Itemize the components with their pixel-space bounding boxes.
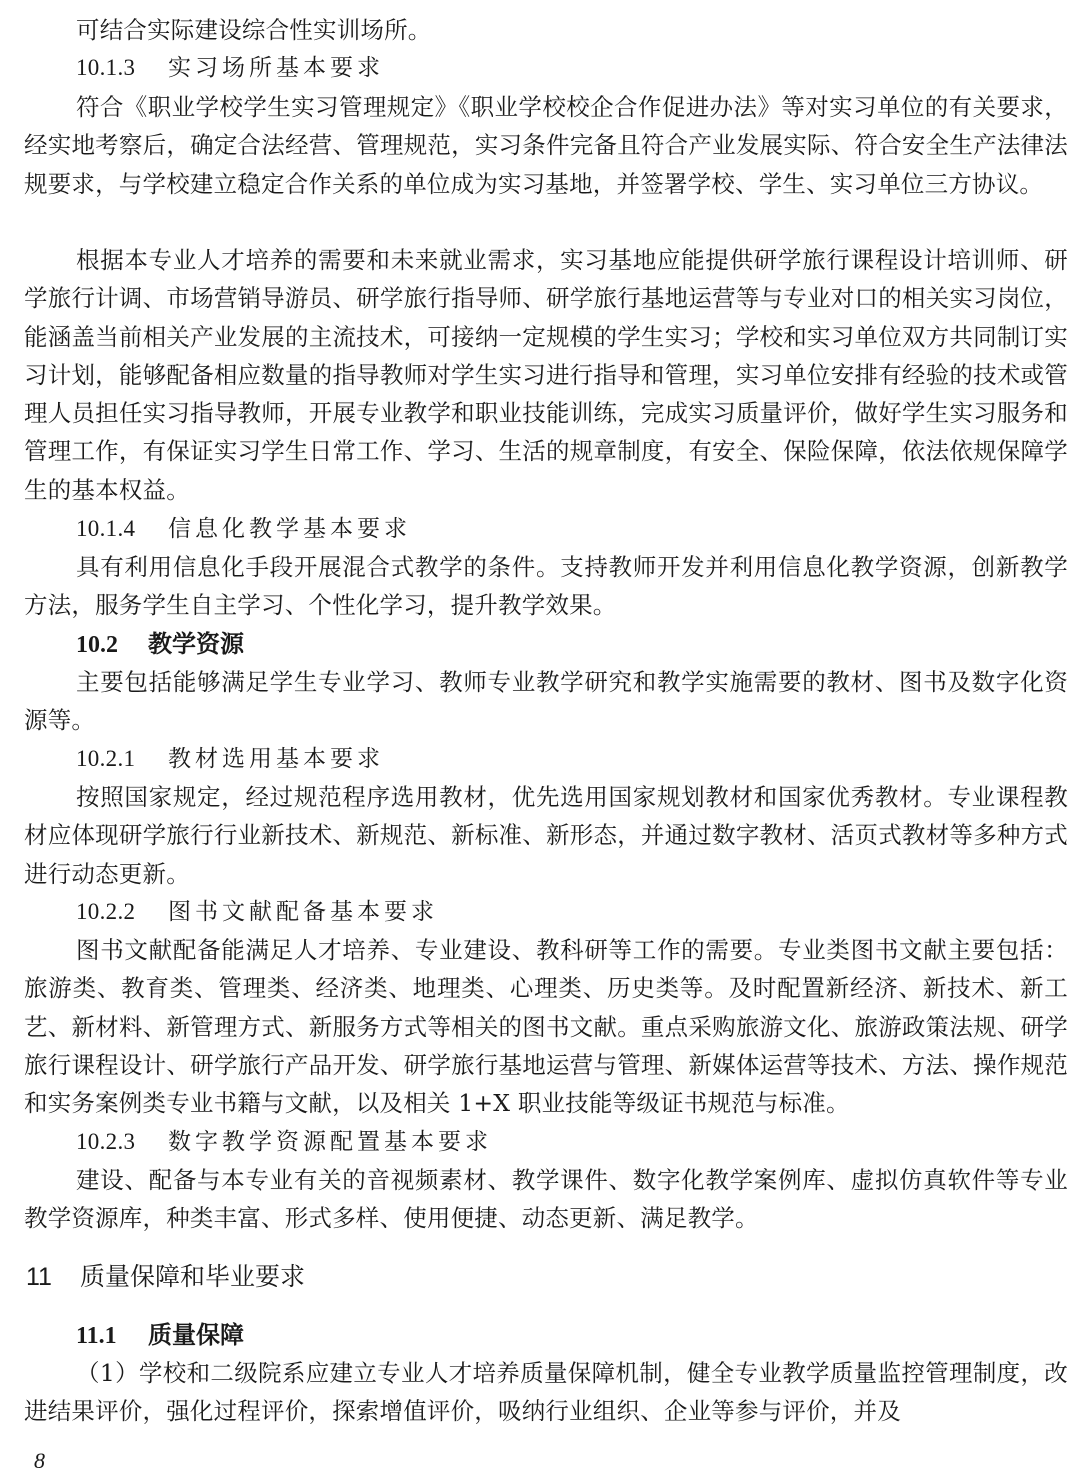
heading-title: 教材选用基本要求 <box>168 746 384 772</box>
heading-number: 11.1 <box>76 1323 117 1349</box>
heading-number: 10.2.3 <box>76 1129 136 1154</box>
heading-10-2-1 <box>76 740 384 778</box>
heading-10-2 <box>76 625 244 664</box>
heading-title: 质量保障 <box>148 1321 244 1349</box>
heading-number: 10.1.3 <box>76 55 136 80</box>
paragraph-10-2: 主要包括能够满足学生专业学习、教师专业教学研究和教学实施需要的教材、图书及数字化资源等。 <box>24 668 1068 735</box>
heading-title: 信息化教学基本要求 <box>168 516 411 542</box>
heading-10-2-3 <box>76 1123 492 1161</box>
paragraph-10-2-1: 按照国家规定，经过规范程序选用教材，优先选用国家规划教材和国家优秀教材。专业课程教材应体现研学旅行行业新技术、新规范、新标准、新形态，并通过数字教材、活页式教材等多种方式进行动态更新。 <box>24 783 1068 888</box>
paragraph-10-2-3: 建设、配备与本专业有关的音视频素材、教学课件、数字化教学案例库、虚拟仿真软件等专业教学资源库，种类丰富、形式多样、使用便捷、动态更新、满足教学。 <box>24 1166 1068 1233</box>
heading-10-1-3 <box>76 49 384 87</box>
heading-title: 实习场所基本要求 <box>168 55 384 81</box>
heading-11-1 <box>76 1316 244 1355</box>
heading-10-1-4 <box>76 510 411 548</box>
paragraph-10-2-2: 图书文献配备能满足人才培养、专业建设、教科研等工作的需要。专业类图书文献主要包括：旅游类、教育类、管理类、经济类、地理类、心理类、历史类等。及时配置新经济、新技术、新工艺、新材料、新管理方式、新服务方式等相关的图书文献。重点采购旅游文化、旅游政策法规、研学旅行课程设计、研学旅行产品开发、研学旅行基地运营与管理、新媒体运营等技术、方法、操作规范和实务案例类专业书籍与文献，以及相关 1+X 职业技能等级证书规范与标准。 <box>24 936 1068 1118</box>
page-number: 8 <box>34 1448 45 1473</box>
paragraph-11-1: （1）学校和二级院系应建立专业人才培养质量保障机制，健全专业教学质量监控管理制度，改进结果评价，强化过程评价，探索增值评价，吸纳行业组织、企业等参与评价，并及 <box>24 1359 1068 1426</box>
heading-title: 数字教学资源配置基本要求 <box>168 1129 492 1155</box>
heading-number: 10.2.1 <box>76 746 136 771</box>
heading-title: 图书文献配备基本要求 <box>168 899 438 925</box>
paragraph-10-1-4: 具有利用信息化手段开展混合式教学的条件。支持教师开发并利用信息化教学资源，创新教学方法，服务学生自主学习、个性化学习，提升教学效果。 <box>24 553 1068 620</box>
paragraph-10-1-3-a: 符合《职业学校学生实习管理规定》《职业学校校企合作促进办法》等对实习单位的有关要求，经实地考察后，确定合法经营、管理规范，实习条件完备且符合产业发展实际、符合安全生产法律法规要求，与学校建立稳定合作关系的单位成为实习基地，并签署学校、学生、实习单位三方协议。 <box>24 93 1068 198</box>
heading-10-2-2 <box>76 893 438 931</box>
paragraph-intro: 可结合实际建设综合性实训场所。 <box>76 16 432 44</box>
heading-number: 10.2.2 <box>76 899 136 924</box>
heading-number: 10.1.4 <box>76 516 136 541</box>
heading-title: 质量保障和毕业要求 <box>80 1262 306 1291</box>
paragraph-10-1-3-b: 根据本专业人才培养的需要和未来就业需求，实习基地应能提供研学旅行课程设计培训师、研学旅行计调、市场营销导游员、研学旅行指导师、研学旅行基地运营等与专业对口的相关实习岗位，能涵盖当前相关产业发展的主流技术，可接纳一定规模的学生实习；学校和实习单位双方共同制订实习计划，能够配备相应数量的指导教师对学生实习进行指导和管理，实习单位安排有经验的技术或管理人员担任实习指导教师，开展专业教学和职业技能训练，完成实习质量评价，做好学生实习服务和管理工作，有保证实习学生日常工作、学习、生活的规章制度，有安全、保险保障，依法依规保障学生的基本权益。 <box>24 246 1068 504</box>
heading-11 <box>26 1258 305 1296</box>
heading-number: 11 <box>26 1263 52 1291</box>
heading-title: 教学资源 <box>148 630 244 658</box>
heading-number: 10.2 <box>76 632 118 658</box>
